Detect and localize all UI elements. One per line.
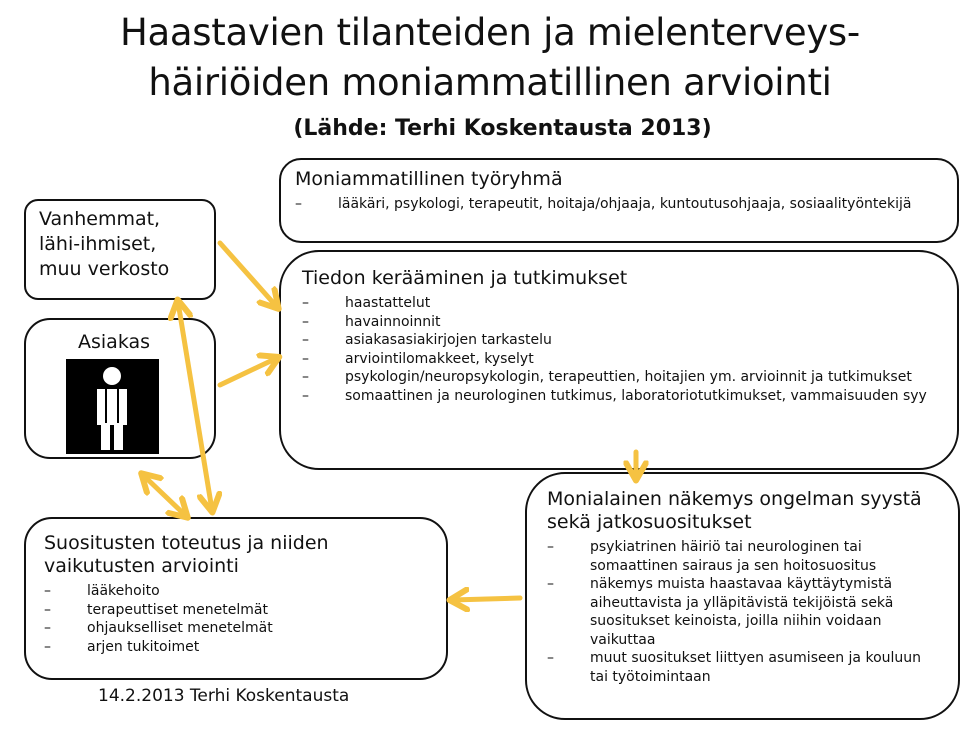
- view-heading: Monialainen näkemys ongelman syystä sekä jatkosuositukset: [547, 488, 922, 533]
- info-item: – somaattinen ja neurologinen tutkimus, laboratoriotutkimukset, vammaisuuden syy: [302, 387, 936, 406]
- team-box: [279, 158, 959, 243]
- recommend-item: – arjen tukitoimet: [44, 638, 428, 657]
- title-line-1: Haastavien tilanteiden ja mielenterveys-: [120, 11, 860, 54]
- footer-date-author: 14.2.2013 Terhi Koskentausta: [98, 686, 350, 706]
- recommend-item: – lääkehoito: [44, 582, 428, 601]
- info-item: – arviointilomakkeet, kyselyt: [302, 350, 936, 369]
- network-box: [24, 199, 216, 300]
- title-line-2: häiriöiden moniammatillinen arviointi: [148, 61, 832, 104]
- arrow-view-to-recommend: [452, 598, 520, 600]
- arrow-client-to-info: [220, 358, 277, 385]
- arrow-client-recommend: [143, 475, 186, 516]
- recommend-item: – terapeuttiset menetelmät: [44, 601, 428, 620]
- view-item: – näkemys muista haastavaa käyttäytymistä aiheuttavista ja ylläpitävistä tekijöistä sekä suositukset keinoista, joilla niihin voidaan vaikuttaa: [547, 575, 938, 649]
- source-line: (Lähde: Terhi Koskentausta 2013): [293, 116, 712, 141]
- arrow-network-to-info: [220, 243, 277, 307]
- team-item: – lääkäri, psykologi, terapeutit, hoitaja/ohjaaja, kuntoutusohjaaja, sosiaalityöntekijä: [295, 195, 943, 214]
- info-item: – asiakasasiakirjojen tarkastelu: [302, 331, 936, 350]
- view-box: [525, 472, 960, 720]
- recommend-heading: Suositusten toteutus ja niiden vaikutusten arviointi: [44, 532, 329, 577]
- person-icon: [66, 359, 159, 454]
- client-heading: Asiakas: [78, 331, 151, 353]
- info-item: – havainnoinnit: [302, 313, 936, 332]
- view-item: – psykiatrinen häiriö tai neurologinen tai somaattinen sairaus ja sen hoitosuositus: [547, 538, 938, 575]
- info-box: [279, 250, 959, 470]
- recommend-box: [24, 517, 448, 680]
- view-item: – muut suositukset liittyen asumiseen ja kouluun tai työtoimintaan: [547, 649, 938, 686]
- network-line-1: Vanhemmat,: [39, 208, 161, 230]
- info-item: – haastattelut: [302, 294, 936, 313]
- network-line-2: lähi-ihmiset,: [39, 233, 157, 255]
- info-item: – psykologin/neuropsykologin, terapeuttien, hoitajien ym. arvioinnit ja tutkimukset: [302, 368, 936, 387]
- team-heading: Moniammatillinen työryhmä: [295, 168, 563, 190]
- info-heading: Tiedon kerääminen ja tutkimukset: [302, 267, 628, 289]
- recommend-item: – ohjaukselliset menetelmät: [44, 619, 428, 638]
- network-line-3: muu verkosto: [39, 258, 170, 280]
